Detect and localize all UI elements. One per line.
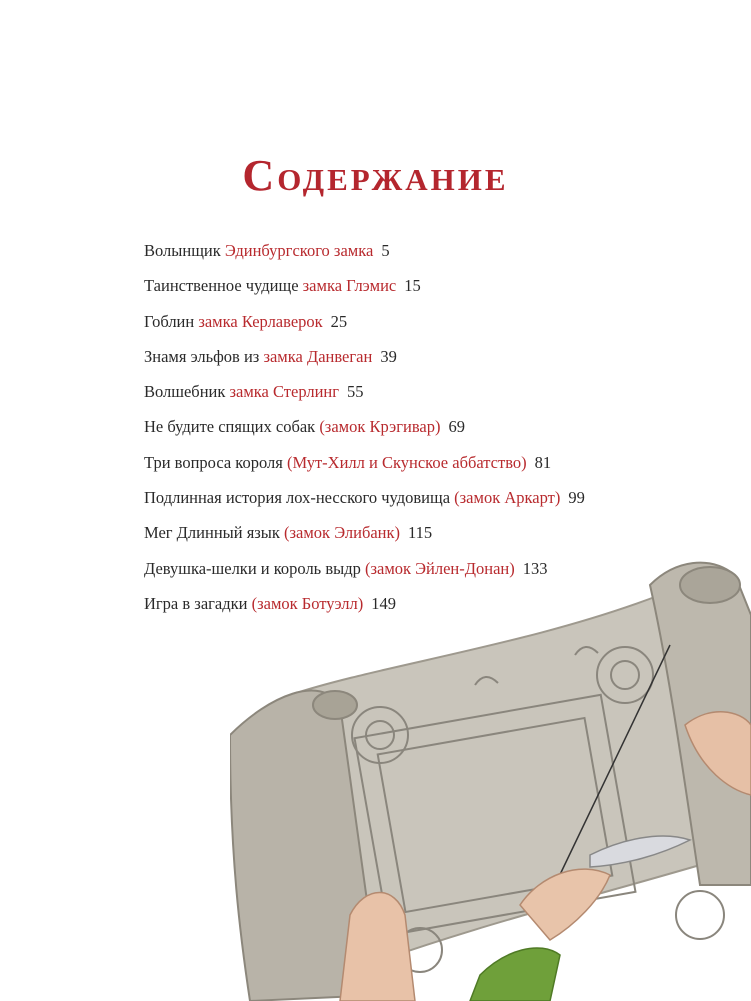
toc-entry-castle: (замок Аркарт) xyxy=(454,488,561,508)
toc-entry-page: 99 xyxy=(568,488,585,508)
green-sleeve xyxy=(470,948,560,1001)
toc-entry[interactable] xyxy=(144,480,585,515)
toc-entry-page: 115 xyxy=(408,523,433,543)
toc-entry-castle: (замок Крэгивар) xyxy=(319,417,441,437)
toc-entry-page: 69 xyxy=(448,417,465,437)
toc-entry-text: Не будите спящих собак xyxy=(144,417,320,437)
toc-entry-page: 81 xyxy=(534,452,552,472)
page-title: Содержание xyxy=(242,151,509,200)
toc-entry-page: 15 xyxy=(404,276,421,296)
toc-entry[interactable] xyxy=(144,445,585,480)
toc-entry-page: 55 xyxy=(347,382,364,402)
toc-entry[interactable] xyxy=(144,339,585,374)
toc-entry-text: Гоблин xyxy=(144,311,199,331)
toc-entry-page: 133 xyxy=(522,558,548,578)
toc-entry-castle: Эдинбургского замка xyxy=(224,241,374,260)
toc-entry-text: Подлинная история лох-несского чудовища xyxy=(144,488,455,508)
toc-entry[interactable] xyxy=(144,268,585,303)
toc-entry[interactable] xyxy=(144,233,585,268)
toc-entry-castle: замка Керлаверок xyxy=(198,311,323,331)
toc-entry[interactable] xyxy=(144,304,585,339)
toc-entry-text: Мег Длинный язык xyxy=(144,523,285,543)
toc-entry-page: 149 xyxy=(371,593,397,613)
toc-entry-page: 5 xyxy=(381,241,390,260)
toc-entry-text: Волынщик xyxy=(144,241,225,260)
scroll-castle-map-illustration xyxy=(230,555,751,1001)
toc-entry-castle: (замок Элибанк) xyxy=(284,523,400,543)
toc-entry-text: Три вопроса короля xyxy=(144,452,287,472)
toc-entry-text: Знамя эльфов из xyxy=(144,346,264,366)
toc-entry-text: Таинственное чудище xyxy=(144,276,303,296)
toc-entry[interactable] xyxy=(144,515,585,550)
toc-entry[interactable] xyxy=(144,374,585,409)
toc-entry-text: Игра в загадки xyxy=(144,593,252,613)
toc-entry-castle: замка Глэмис xyxy=(302,276,397,296)
toc-entry-page: 25 xyxy=(330,311,348,331)
toc-entry-page: 39 xyxy=(380,346,397,366)
toc-entry-castle: (замок Ботуэлл) xyxy=(251,593,364,613)
toc-entry-text: Волшебник xyxy=(144,382,230,402)
toc-entry-castle: (Мут-Хилл и Скунское аббатство) xyxy=(286,452,527,472)
toc-entry-castle: (замок Эйлен-Донан) xyxy=(364,558,515,578)
toc-entry-text: Девушка-шелки и король выдр xyxy=(144,558,365,578)
toc-entry[interactable] xyxy=(144,409,585,444)
toc-entry-castle: замка Данвеган xyxy=(263,346,373,366)
toc-entry-castle: замка Стерлинг xyxy=(229,382,340,402)
